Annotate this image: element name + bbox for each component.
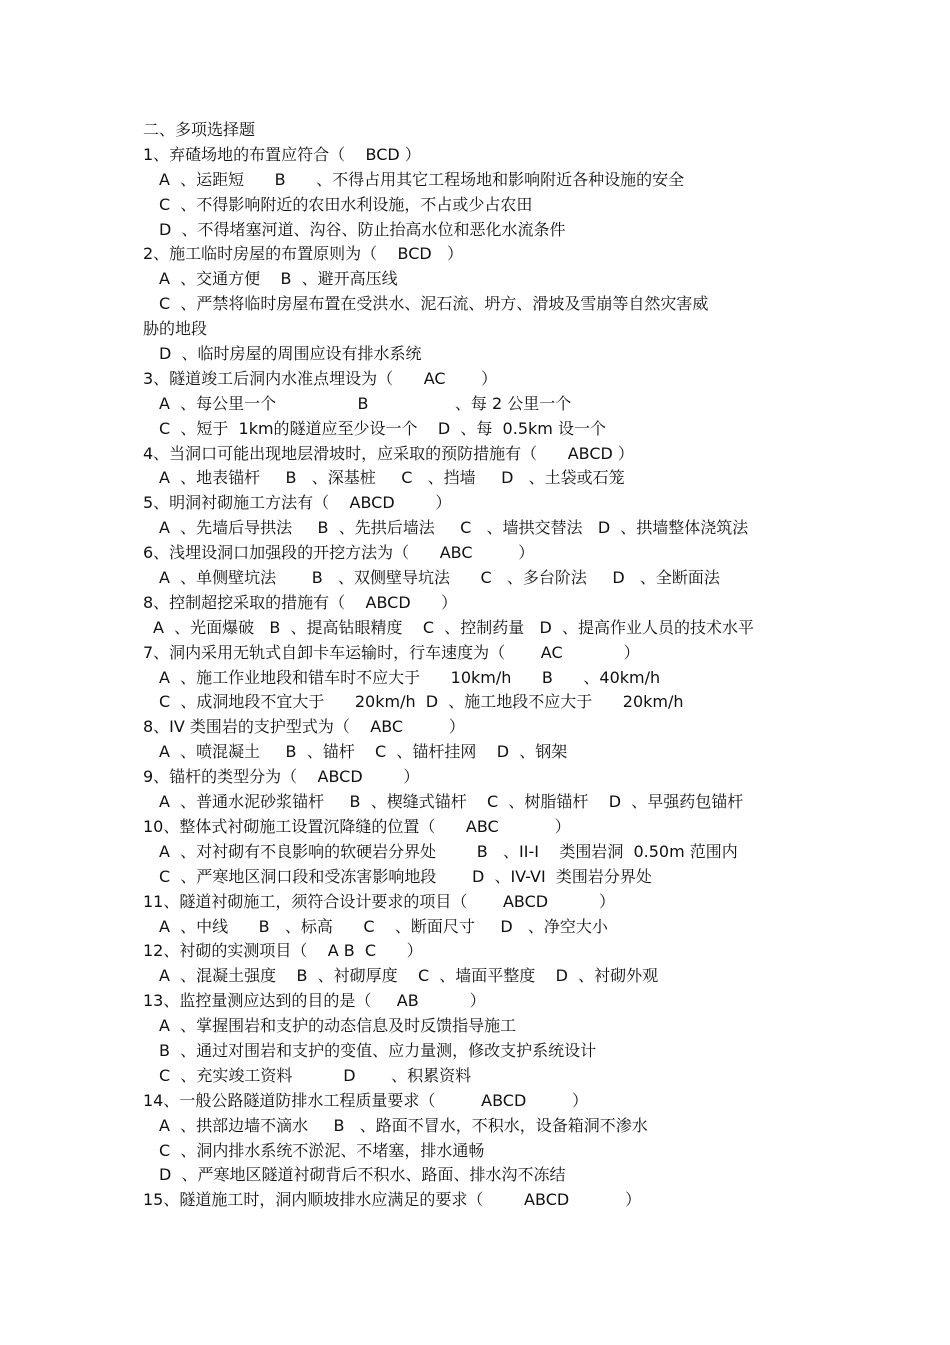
option-line: D 、临时房屋的周围应设有排水系统 [159,344,422,364]
section-heading: 二、多项选择题 [143,120,256,139]
option-line: A 、混凝土强度 B 、衬砌厚度 C 、墙面平整度 D 、衬砌外观 [159,966,659,986]
question-line: 8、控制超挖采取的措施有（ ABCD ） [143,592,458,612]
question-line: 2、施工临时房屋的布置原则为（ BCD ） [143,244,463,264]
option-line: A 、施工作业地段和错车时不应大于 10km/h B 、40km/h [159,667,661,687]
question-line: 14、一般公路隧道防排水工程质量要求（ ABCD ） [143,1090,589,1110]
question-line: 4、当洞口可能出现地层滑坡时，应采取的预防措施有（ ABCD ） [143,443,634,463]
option-line: A 、运距短 B 、不得占用其它工程场地和影响附近各种设施的安全 [159,169,685,189]
option-line: A 、拱部边墙不滴水 B 、路面不冒水，不积水，设备箱洞不渗水 [159,1115,648,1135]
question-line: 6、浅埋设洞口加强段的开挖方法为（ ABC ） [143,543,535,563]
option-line: C 、短于 1km的隧道应至少设一个 D 、每 0.5km 设一个 [159,418,606,438]
question-line: 1、弃碴场地的布置应符合（ BCD ） [143,144,421,164]
question-line: 7、洞内采用无轨式自卸卡车运输时，行车速度为（ AC ） [143,642,640,662]
option-line: C 、严寒地区洞口段和受冻害影响地段 D 、IV-VI 类围岩分界处 [159,866,652,886]
question-line: 12、衬砌的实测项目（ A B C ） [143,941,423,961]
option-line: C 、成洞地段不宜大于 20km/h D 、施工地段不应大于 20km/h [159,692,684,712]
question-line: 8、IV 类围岩的支护型式为（ ABC ） [143,717,465,737]
question-line: 11、隧道衬砌施工，须符合设计要求的项目（ ABCD ） [143,891,615,911]
question-line: 15、隧道施工时，洞内顺坡排水应满足的要求（ ABCD ） [143,1190,642,1210]
option-line: A 、交通方便 B 、避开高压线 [159,269,398,289]
option-line: A 、掌握围岩和支护的动态信息及时反馈指导施工 [159,1016,517,1036]
question-line: 5、明洞衬砌施工方法有（ ABCD ） [143,493,452,513]
option-line: A 、普通水泥砂浆锚杆 B 、楔缝式锚杆 C 、树脂锚杆 D 、早强药包锚杆 [159,792,744,812]
question-line: 9、锚杆的类型分为（ ABCD ） [143,767,420,787]
option-line: C 、洞内排水系统不淤泥、不堵塞，排水通畅 [159,1140,485,1160]
option-continuation: 胁的地段 [143,319,208,339]
option-line: A 、对衬砌有不良影响的软硬岩分界处 B 、II-I 类围岩洞 0.50m 范围内 [159,841,738,861]
option-line: C 、严禁将临时房屋布置在受洪水、泥石流、坍方、滑坡及雪崩等自然灾害威 [159,294,709,314]
option-line: A 、先墙后导拱法 B 、先拱后墙法 C 、墙拱交替法 D 、拱墙整体浇筑法 [159,518,749,538]
option-line: A 、地表锚杆 B 、深基桩 C 、挡墙 D 、土袋或石笼 [159,468,625,488]
option-line: C 、充实竣工资料 D 、积累资料 [159,1065,472,1085]
option-line: A 、每公里一个 B 、每 2 公里一个 [159,393,572,413]
option-line: D 、不得堵塞河道、沟谷、防止抬高水位和恶化水流条件 [159,219,566,239]
option-line: B 、通过对围岩和支护的变值、应力量测，修改支护系统设计 [159,1040,597,1060]
question-line: 13、监控量测应达到的目的是（ AB ） [143,991,486,1011]
option-line: C 、不得影响附近的农田水利设施，不占或少占农田 [159,194,533,214]
option-line: A 、单侧壁坑法 B 、双侧壁导坑法 C 、多台阶法 D 、全断面法 [159,568,720,588]
option-line: A 、中线 B 、标高 C 、断面尺寸 D 、净空大小 [159,916,608,936]
question-line: 10、整体式衬砌施工设置沉降缝的位置（ ABC ） [143,816,571,836]
option-line: A 、喷混凝土 B 、锚杆 C 、锚杆挂网 D 、钢架 [159,742,568,762]
document-body [143,118,823,1213]
option-line: A 、光面爆破 B 、提高钻眼精度 C 、控制药量 D 、提高作业人员的技术水平 [153,617,754,637]
question-line: 3、隧道竣工后洞内水准点埋设为（ AC ） [143,368,498,388]
option-line: D 、严寒地区隧道衬砌背后不积水、路面、排水沟不冻结 [159,1165,566,1185]
